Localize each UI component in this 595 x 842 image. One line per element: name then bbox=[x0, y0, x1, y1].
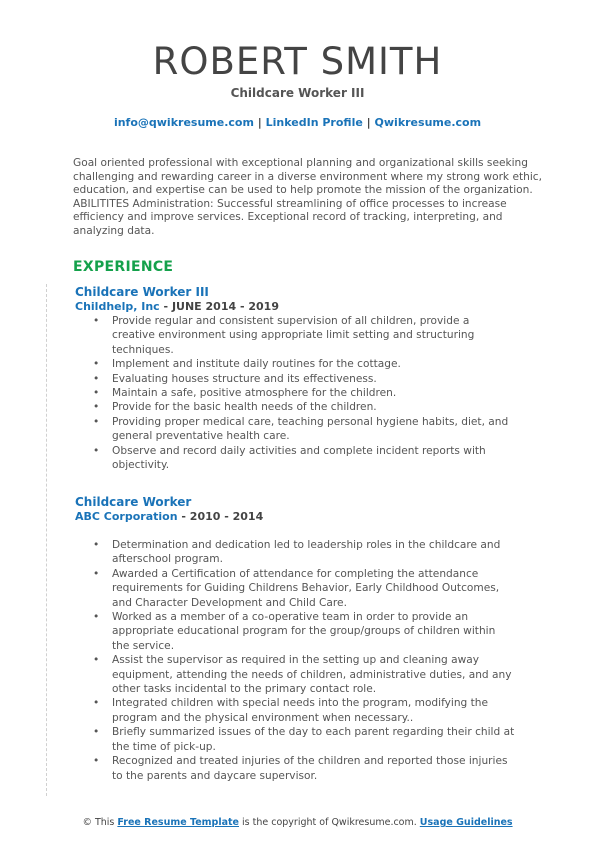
duty-list bbox=[75, 538, 515, 783]
job-org-line bbox=[75, 510, 515, 524]
duty-item: • Provide for the basic health needs of the children. bbox=[75, 400, 515, 414]
duty-item: • Awarded a Certification of attendance for completing the attendance requirements for Guiding Childrens Behavior, Early Childhood Outcomes, and Character Development and Child Care. bbox=[75, 567, 515, 610]
duty-item: • Evaluating houses structure and its effectiveness. bbox=[75, 372, 515, 386]
email-link[interactable]: info@qwikresume.com bbox=[113, 116, 254, 129]
footer bbox=[0, 817, 595, 828]
duty-item: • Worked as a member of a co-operative team in order to provide an appropriate educational program for the group/groups of children within the service. bbox=[75, 610, 515, 653]
job-title: Childcare Worker III bbox=[75, 285, 209, 299]
job-dates: - JUNE 2014 - 2019 bbox=[159, 300, 279, 313]
timeline-divider bbox=[46, 284, 47, 796]
duty-item: • Recognized and treated injuries of the children and reported those injuries to the parents and daycare supervisor. bbox=[75, 754, 515, 783]
duty-item: • Observe and record daily activities and complete incident reports with objectivity. bbox=[75, 444, 515, 473]
duty-item: • Implement and institute daily routines for the cottage. bbox=[75, 357, 515, 371]
free-resume-template-link[interactable]: Free Resume Template bbox=[117, 817, 239, 828]
usage-guidelines-link[interactable]: Usage Guidelines bbox=[419, 817, 513, 828]
job-org-line bbox=[75, 300, 515, 314]
contact-separator: | bbox=[366, 116, 371, 129]
duty-item: • Provide regular and consistent supervision of all children, provide a creative environment using appropriate limit setting and structuring techniques. bbox=[75, 314, 515, 357]
duty-item: • Briefly summarized issues of the day to each parent regarding their child at the time of pick-up. bbox=[75, 725, 515, 754]
company-name: ABC Corporation bbox=[75, 510, 178, 523]
footer-prefix: © This bbox=[82, 817, 118, 828]
linkedin-link[interactable]: LinkedIn Profile bbox=[265, 116, 363, 129]
experience-heading: EXPERIENCE bbox=[73, 259, 174, 275]
contact-line bbox=[0, 116, 595, 129]
duty-item: • Integrated children with special needs into the program, modifying the program and the physical environment when necessary.. bbox=[75, 696, 515, 725]
duty-item: • Assist the supervisor as required in the setting up and cleaning away equipment, attending the needs of children, administrative duties, and any other tasks incidental to the primary contact role. bbox=[75, 653, 515, 696]
duty-list bbox=[75, 314, 515, 472]
summary-paragraph: Goal oriented professional with exceptional planning and organizational skills seeking challenging and rewarding career in a diverse environment where my strong work ethic, education, and expertise can be used to help promote the mission of the organization. ABILITITES Administration: Successful streamlining of office processes to increase efficiency and improve services. Exceptional record of tracking, interpreting, and analyzing data. bbox=[73, 157, 542, 237]
candidate-name: ROBERT SMITH bbox=[152, 40, 443, 83]
candidate-title: Childcare Worker III bbox=[230, 86, 365, 100]
duty-item: • Providing proper medical care, teaching personal hygiene habits, diet, and general preventative health care. bbox=[75, 415, 515, 444]
footer-copyright: is the copyright of Qwikresume.com. bbox=[239, 817, 420, 828]
job-title: Childcare Worker bbox=[75, 495, 192, 509]
duty-item: • Maintain a safe, positive atmosphere for the children. bbox=[75, 386, 515, 400]
job-dates: - 2010 - 2014 bbox=[177, 510, 264, 523]
company-name: Childhelp, Inc bbox=[75, 300, 160, 313]
contact-separator: | bbox=[257, 116, 262, 129]
website-link[interactable]: Qwikresume.com bbox=[374, 116, 482, 129]
job-entry bbox=[75, 495, 515, 783]
duty-item: • Determination and dedication led to leadership roles in the childcare and afterschool program. bbox=[75, 538, 515, 567]
job-entry bbox=[75, 285, 515, 472]
